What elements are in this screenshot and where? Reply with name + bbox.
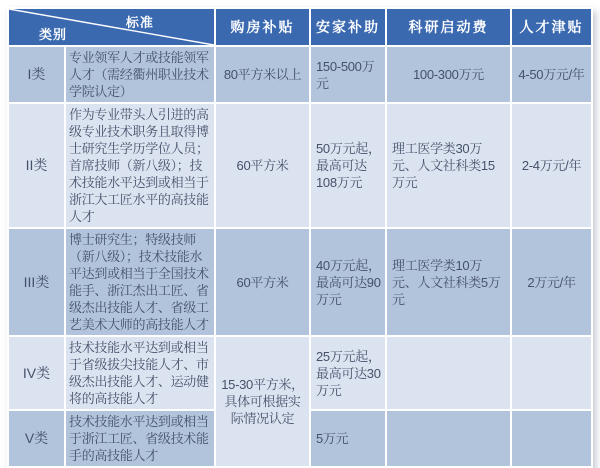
category-cell: IV类 (9, 337, 64, 409)
settling-cell: 5万元 (311, 411, 385, 466)
description-cell: 作为专业带头人引进的高级专业技术职务且取得博士研究生学历学位人员；首席技师（新八级）；技术技能水平达到或相当于浙江大工匠水平的高技能人才 (66, 104, 214, 227)
settling-cell: 25万元起，最高可达30万元 (311, 337, 385, 409)
corner-header-cell (9, 9, 214, 45)
table-row-tier2 (9, 104, 591, 227)
housing-cell: 60平方米 (216, 104, 309, 227)
allowance-cell: 2-4万元/年 (512, 104, 591, 227)
corner-label-category: 类别 (39, 27, 68, 42)
housing-cell-merged: 15-30平方米，具体可根据实际情况认定 (216, 337, 309, 466)
housing-cell: 80平方米以上 (216, 47, 309, 102)
category-cell: II类 (9, 104, 64, 227)
allowance-cell: 4-50万元/年 (512, 47, 591, 102)
subsidy-table (7, 7, 593, 468)
category-cell: I类 (9, 47, 64, 102)
allowance-cell (512, 337, 591, 409)
settling-cell: 150-500万元 (311, 47, 385, 102)
research-cell (387, 337, 510, 409)
column-header-research: 科研启动费 (387, 9, 510, 45)
research-cell: 理工医学类30万元、人文社科类15万元 (387, 104, 510, 227)
table-row-tier3 (9, 229, 591, 335)
subsidy-table-container (7, 7, 593, 468)
research-cell: 100-300万元 (387, 47, 510, 102)
settling-cell: 40万元起，最高可达90万元 (311, 229, 385, 335)
description-cell: 博士研究生；特级技师（新八级）；技术技能水平达到或相当于全国技术能手、浙江杰出工匠、省级杰出技能人才、省级工艺美术大师的高技能人才 (66, 229, 214, 335)
header-row (9, 9, 591, 45)
category-cell: III类 (9, 229, 64, 335)
settling-cell: 50万元起，最高可达108万元 (311, 104, 385, 227)
category-cell: V类 (9, 411, 64, 466)
description-cell: 技术技能水平达到或相当于省级拔尖技能人才、市级杰出技能人才、运动健将的高技能人才 (66, 337, 214, 409)
table-row-tier4 (9, 337, 591, 409)
research-cell: 理工医学类10万元、人文社科类5万元 (387, 229, 510, 335)
allowance-cell: 2万元/年 (512, 229, 591, 335)
column-header-housing: 购房补贴 (216, 9, 309, 45)
column-header-allowance: 人才津贴 (512, 9, 591, 45)
description-cell: 专业领军人才或技能领军人才（需经衢州职业技术学院认定） (66, 47, 214, 102)
table-row-tier1 (9, 47, 591, 102)
corner-label-standard: 标准 (125, 15, 154, 30)
column-header-settling: 安家补助 (311, 9, 385, 45)
description-cell: 技术技能水平达到或相当于浙江工匠、省级技术能手的高技能人才 (66, 411, 214, 466)
housing-cell: 60平方米 (216, 229, 309, 335)
